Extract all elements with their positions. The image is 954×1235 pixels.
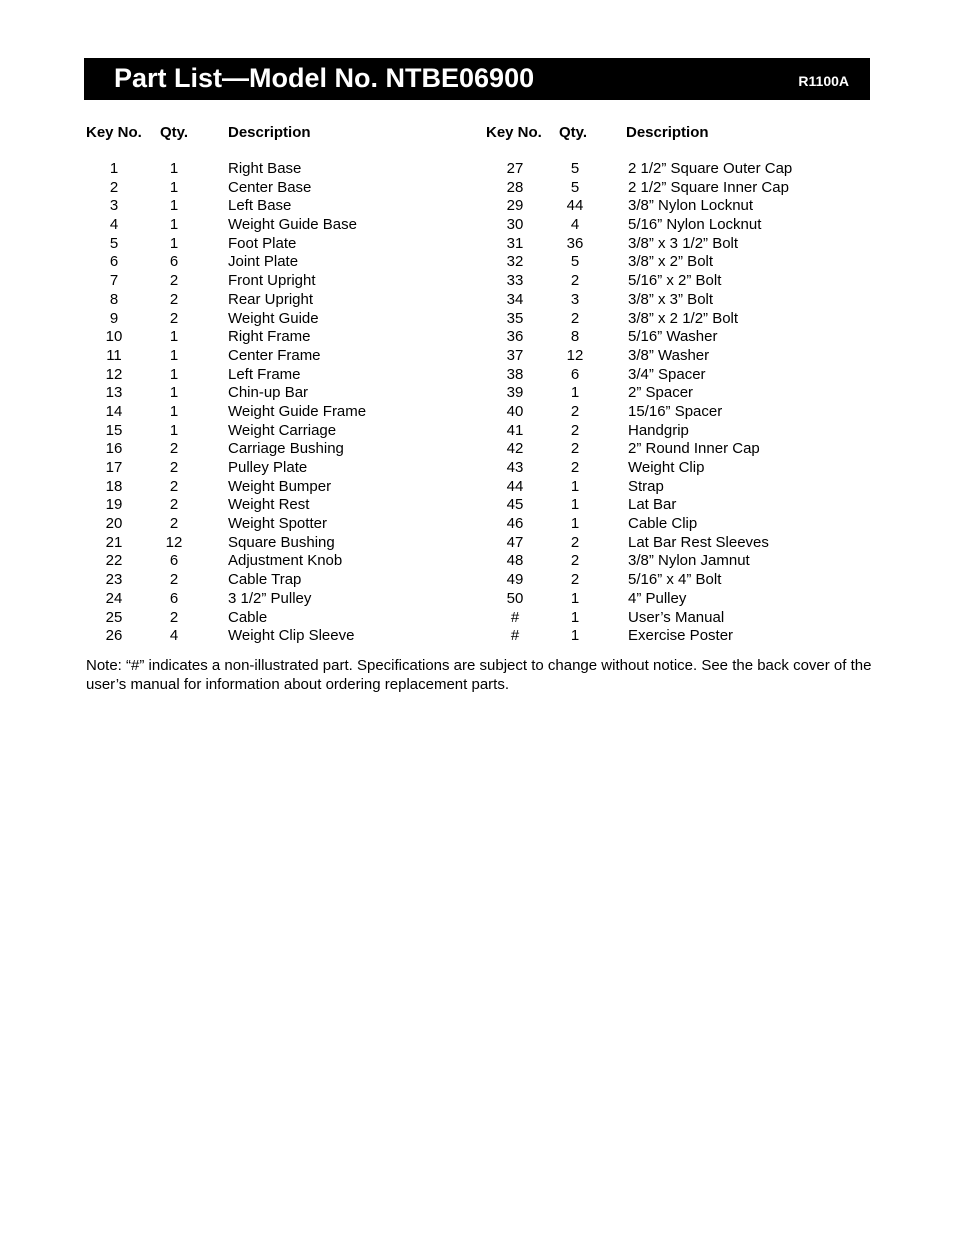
header-description: Description	[626, 124, 709, 141]
part-description: 2 1/2” Square Outer Cap	[628, 160, 793, 177]
part-row	[86, 252, 506, 271]
part-description: Chin-up Bar	[228, 384, 309, 402]
part-qty: 6	[169, 589, 179, 607]
part-row	[86, 551, 506, 570]
part-row	[486, 570, 906, 589]
part-key-no: 9	[109, 309, 119, 327]
part-description: Weight Guide	[228, 309, 319, 327]
part-key-no: 15	[105, 421, 123, 439]
part-description: Weight Clip Sleeve	[228, 627, 355, 645]
part-qty: 2	[169, 477, 179, 495]
part-row	[486, 402, 906, 421]
part-description: Center Frame	[228, 346, 321, 364]
part-key-no: 40	[506, 402, 524, 420]
part-qty: 1	[169, 346, 179, 364]
part-key-no: 12	[105, 365, 123, 383]
part-qty: 1	[169, 328, 179, 346]
part-qty: 2	[169, 608, 179, 626]
part-description: 3/8” x 2” Bolt	[628, 253, 714, 271]
part-description: Right Frame	[228, 328, 311, 346]
part-key-no: 20	[105, 515, 123, 533]
part-qty: 12	[566, 346, 584, 364]
part-row	[86, 514, 506, 533]
part-key-no: 3	[109, 197, 119, 215]
part-row	[486, 215, 906, 234]
part-key-no: 50	[506, 589, 524, 607]
part-qty: 1	[570, 496, 580, 514]
part-row	[486, 365, 906, 384]
part-row	[486, 439, 906, 458]
part-row	[86, 346, 506, 365]
part-row	[486, 477, 906, 496]
part-row	[486, 252, 906, 271]
part-key-no: 16	[105, 440, 123, 458]
part-description: Center Base	[228, 178, 312, 196]
part-row	[86, 589, 506, 608]
header-description: Description	[228, 124, 311, 141]
part-row	[486, 327, 906, 346]
part-key-no: 44	[506, 477, 524, 495]
part-row	[486, 495, 906, 514]
part-description: 3/8” Nylon Locknut	[628, 197, 754, 215]
part-key-no: 48	[506, 552, 524, 570]
part-key-no: 41	[506, 421, 524, 439]
part-description: 2 1/2” Square Inner Cap	[628, 178, 789, 196]
part-qty: 1	[570, 608, 580, 626]
part-description: Weight Spotter	[228, 515, 327, 533]
part-qty: 2	[570, 309, 580, 327]
part-qty: 44	[566, 197, 584, 215]
part-row	[486, 159, 906, 178]
part-row	[86, 533, 506, 552]
part-key-no: 19	[105, 496, 123, 514]
part-description: Weight Bumper	[228, 477, 332, 495]
part-qty: 36	[566, 234, 584, 252]
part-qty: 1	[570, 477, 580, 495]
part-qty: 2	[570, 571, 580, 589]
part-description: Cable Clip	[628, 515, 698, 533]
part-key-no: #	[510, 608, 520, 626]
part-description: Square Bushing	[228, 533, 335, 551]
part-description: Weight Guide Frame	[228, 402, 367, 420]
part-qty: 1	[570, 627, 580, 645]
part-qty: 2	[570, 402, 580, 420]
part-qty: 2	[570, 272, 580, 290]
part-description: User’s Manual	[628, 608, 725, 626]
part-row	[86, 439, 506, 458]
part-row	[86, 309, 506, 328]
part-key-no: 46	[506, 515, 524, 533]
part-qty: 6	[570, 365, 580, 383]
column-header	[486, 122, 906, 144]
part-key-no: 23	[105, 571, 123, 589]
part-qty: 1	[169, 178, 179, 196]
column-header	[86, 122, 506, 144]
part-description: 3/4” Spacer	[628, 365, 706, 383]
part-qty: 2	[169, 496, 179, 514]
part-key-no: 36	[506, 328, 524, 346]
part-qty: 12	[165, 533, 183, 551]
part-description: Joint Plate	[228, 253, 299, 271]
part-description: Pulley Plate	[228, 459, 308, 476]
part-key-no: 8	[109, 290, 119, 308]
part-row	[86, 402, 506, 421]
footnote: Note: “#” indicates a non-illustrated part. Specifications are subject to change without notice. See the back cover of the user’s manual for information about ordering replacement parts.	[86, 657, 872, 693]
part-qty: 2	[570, 552, 580, 570]
part-row	[86, 458, 506, 477]
part-key-no: 30	[506, 216, 524, 234]
part-description: Foot Plate	[228, 234, 297, 252]
part-description: 3/8” x 3 1/2” Bolt	[628, 234, 739, 252]
part-row	[486, 533, 906, 552]
header-key-no: Key No.	[486, 124, 542, 141]
part-row	[486, 346, 906, 365]
part-qty: 2	[570, 421, 580, 439]
part-key-no: 28	[506, 178, 524, 196]
part-key-no: 37	[506, 346, 524, 364]
part-key-no: 1	[109, 160, 119, 177]
part-description: 2” Spacer	[628, 384, 694, 402]
part-key-no: 7	[109, 272, 119, 290]
part-key-no: 43	[506, 459, 524, 476]
part-row	[86, 626, 506, 645]
part-qty: 8	[570, 328, 580, 346]
part-key-no: #	[510, 627, 520, 645]
part-row	[486, 551, 906, 570]
part-row	[486, 421, 906, 440]
part-row	[86, 234, 506, 253]
header-qty: Qty.	[559, 124, 588, 141]
part-description: Weight Carriage	[228, 421, 337, 439]
part-qty: 1	[169, 160, 179, 177]
part-row	[86, 421, 506, 440]
part-key-no: 21	[105, 533, 123, 551]
part-key-no: 2	[109, 178, 119, 196]
part-row	[486, 608, 906, 627]
document-code: R1100A	[798, 73, 849, 89]
part-key-no: 34	[506, 290, 524, 308]
part-row	[86, 477, 506, 496]
part-key-no: 10	[105, 328, 123, 346]
part-qty: 1	[169, 216, 179, 234]
part-description: 3/8” Nylon Jamnut	[628, 552, 750, 570]
part-qty: 1	[169, 384, 179, 402]
part-row	[86, 290, 506, 309]
part-row	[86, 495, 506, 514]
part-key-no: 45	[506, 496, 524, 514]
part-row	[486, 383, 906, 402]
part-description: Exercise Poster	[628, 627, 734, 645]
part-description: 3/8” Washer	[628, 346, 710, 364]
part-description: Weight Guide Base	[228, 216, 357, 234]
part-key-no: 5	[109, 234, 119, 252]
part-description: Lat Bar Rest Sleeves	[628, 533, 769, 551]
part-row	[86, 327, 506, 346]
part-description: Left Frame	[228, 365, 301, 383]
part-row	[486, 290, 906, 309]
part-description: 4” Pulley	[628, 589, 687, 607]
part-qty: 1	[169, 421, 179, 439]
part-key-no: 39	[506, 384, 524, 402]
part-key-no: 42	[506, 440, 524, 458]
part-key-no: 47	[506, 533, 524, 551]
part-row	[486, 514, 906, 533]
part-key-no: 25	[105, 608, 123, 626]
part-description: 5/16” x 2” Bolt	[628, 272, 722, 290]
part-qty: 2	[169, 459, 179, 476]
part-row	[486, 196, 906, 215]
part-description: Carriage Bushing	[228, 440, 344, 458]
part-qty: 3	[570, 290, 580, 308]
part-description: Front Upright	[228, 272, 316, 290]
part-description: 5/16” Washer	[628, 328, 718, 346]
part-qty: 2	[169, 515, 179, 533]
part-description: Rear Upright	[228, 290, 314, 308]
part-row	[486, 626, 906, 645]
header-qty: Qty.	[160, 124, 189, 141]
parts-column-left	[86, 122, 506, 645]
part-qty: 1	[570, 515, 580, 533]
part-key-no: 6	[109, 253, 119, 271]
part-row	[86, 178, 506, 197]
part-description: Cable Trap	[228, 571, 302, 589]
part-row	[86, 365, 506, 384]
part-qty: 2	[570, 459, 580, 476]
title-bar	[84, 58, 870, 100]
part-qty: 1	[169, 234, 179, 252]
part-key-no: 24	[105, 589, 123, 607]
part-key-no: 32	[506, 253, 524, 271]
part-description: 3 1/2” Pulley	[228, 589, 312, 607]
part-row	[486, 458, 906, 477]
part-row	[86, 608, 506, 627]
part-description: 3/8” x 2 1/2” Bolt	[628, 309, 739, 327]
part-qty: 6	[169, 253, 179, 271]
part-key-no: 38	[506, 365, 524, 383]
page-title: Part List—Model No. NTBE06900	[114, 63, 535, 93]
part-key-no: 14	[105, 402, 123, 420]
part-key-no: 17	[105, 459, 123, 476]
part-qty: 2	[169, 309, 179, 327]
part-qty: 1	[169, 365, 179, 383]
part-qty: 2	[169, 290, 179, 308]
part-description: Adjustment Knob	[228, 552, 343, 570]
part-key-no: 13	[105, 384, 123, 402]
part-row	[86, 196, 506, 215]
part-qty: 5	[570, 178, 580, 196]
part-key-no: 49	[506, 571, 524, 589]
part-qty: 2	[169, 571, 179, 589]
part-qty: 1	[169, 197, 179, 215]
part-key-no: 11	[106, 346, 122, 364]
part-key-no: 35	[506, 309, 524, 327]
part-row	[486, 589, 906, 608]
part-description: Strap	[628, 477, 664, 495]
part-qty: 5	[570, 160, 580, 177]
part-description: Handgrip	[628, 421, 689, 439]
part-key-no: 29	[506, 197, 524, 215]
part-description: 2” Round Inner Cap	[628, 440, 760, 458]
part-key-no: 27	[506, 160, 524, 177]
part-qty: 4	[169, 627, 179, 645]
part-description: Left Base	[228, 197, 292, 215]
part-row	[486, 178, 906, 197]
part-key-no: 31	[506, 234, 524, 252]
part-row	[86, 271, 506, 290]
part-qty: 1	[169, 402, 179, 420]
part-row	[486, 234, 906, 253]
part-row	[486, 271, 906, 290]
part-qty: 6	[169, 552, 179, 570]
part-qty: 2	[570, 533, 580, 551]
part-key-no: 18	[105, 477, 123, 495]
parts-list-left	[86, 159, 506, 645]
part-description: 5/16” Nylon Locknut	[628, 216, 762, 234]
part-description: Weight Clip	[628, 459, 705, 476]
part-description: 3/8” x 3” Bolt	[628, 290, 714, 308]
part-qty: 2	[169, 440, 179, 458]
part-description: Cable	[228, 608, 268, 626]
part-qty: 4	[570, 216, 580, 234]
part-description: 15/16” Spacer	[628, 402, 723, 420]
header-key-no: Key No.	[86, 124, 142, 141]
part-row	[86, 570, 506, 589]
part-key-no: 33	[506, 272, 524, 290]
part-key-no: 22	[105, 552, 123, 570]
part-key-no: 26	[105, 627, 123, 645]
part-description: Weight Rest	[228, 496, 310, 514]
part-row	[486, 309, 906, 328]
part-description: 5/16” x 4” Bolt	[628, 571, 722, 589]
part-qty: 2	[169, 272, 179, 290]
part-row	[86, 215, 506, 234]
part-description: Lat Bar	[628, 496, 677, 514]
parts-column-right	[486, 122, 906, 645]
part-row	[86, 159, 506, 178]
part-qty: 2	[570, 440, 580, 458]
part-description: Right Base	[228, 160, 302, 177]
part-qty: 1	[570, 589, 580, 607]
part-qty: 1	[570, 384, 580, 402]
parts-list-right	[486, 159, 906, 645]
part-row	[86, 383, 506, 402]
part-qty: 5	[570, 253, 580, 271]
part-key-no: 4	[109, 216, 119, 234]
